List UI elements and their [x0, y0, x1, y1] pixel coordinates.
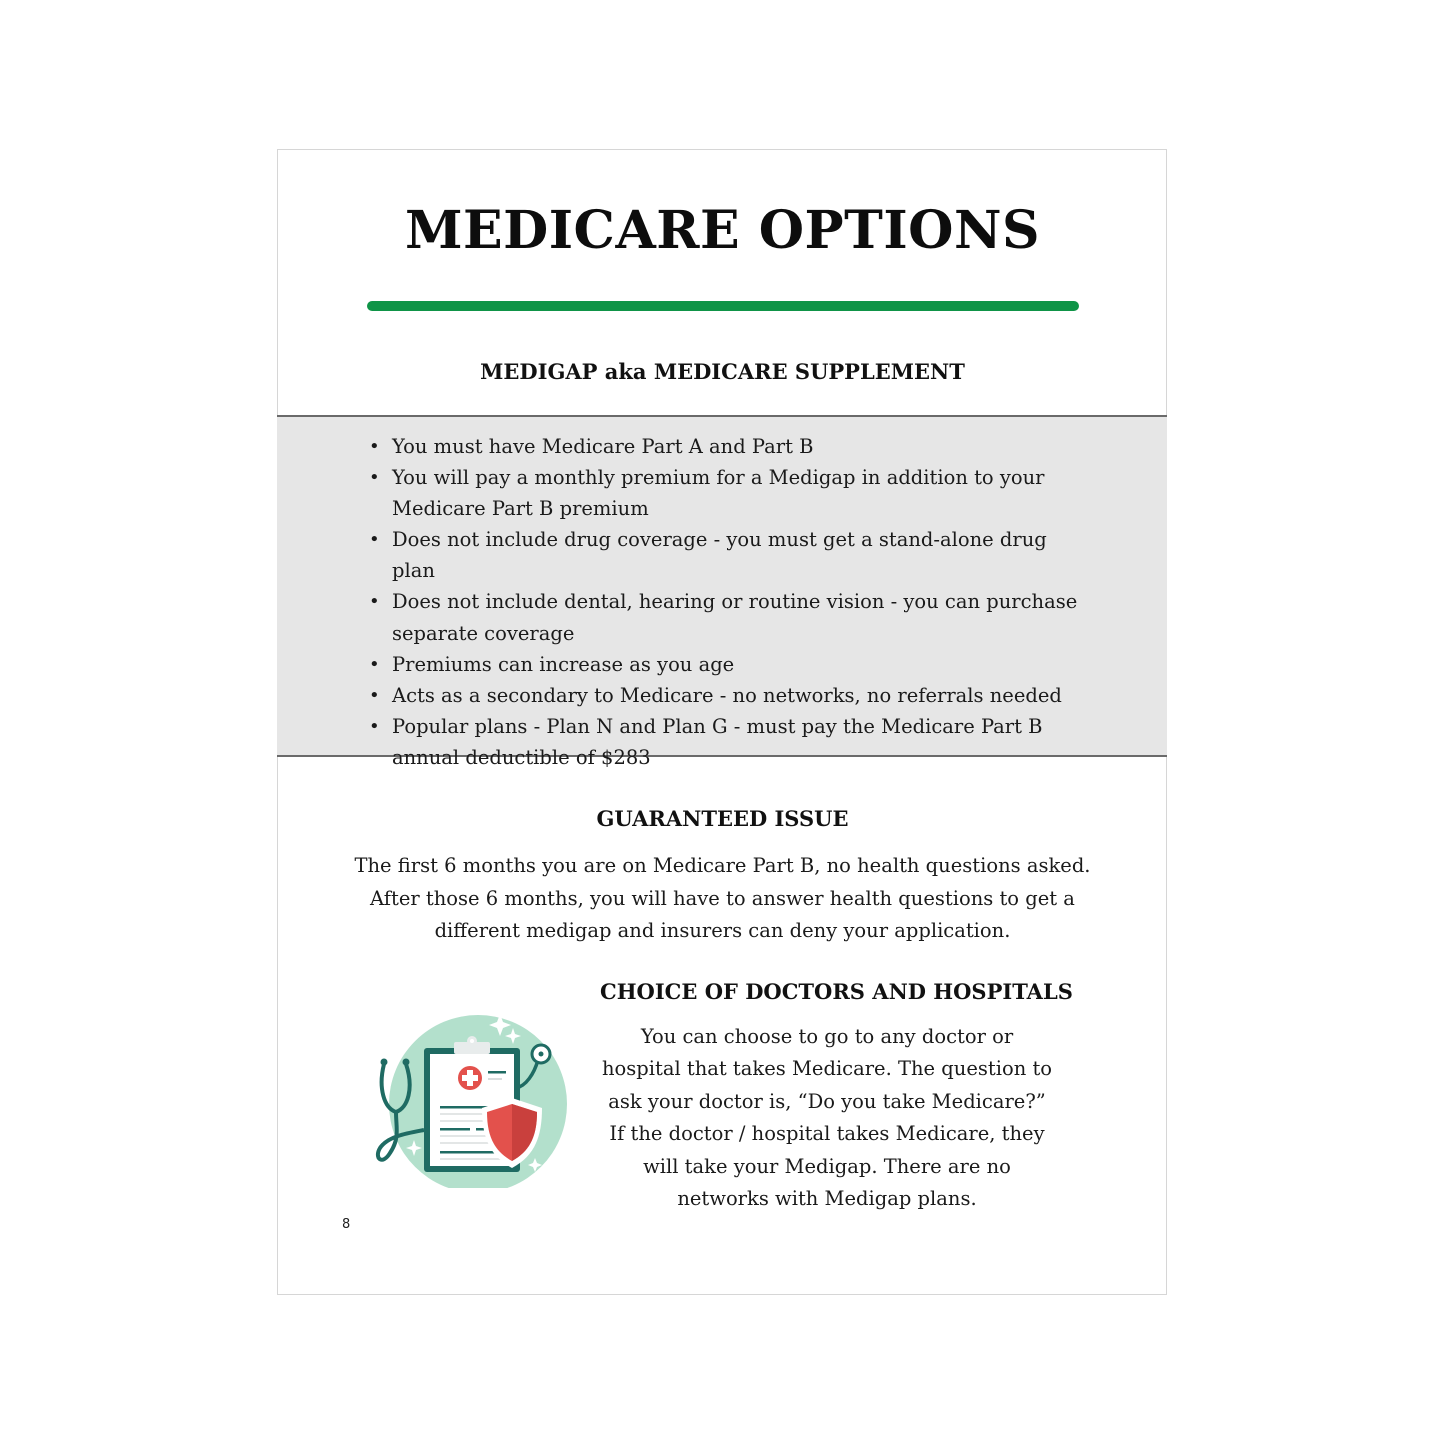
page-title: MEDICARE OPTIONS	[404, 200, 1041, 261]
bullet-icon: •	[369, 715, 380, 737]
bullet-icon: •	[369, 467, 380, 489]
medical-clipboard-stethoscope-shield-icon	[366, 1008, 571, 1188]
bullet-icon: •	[369, 436, 380, 457]
list-item: • Does not include drug coverage - you must get a stand-alone drug plan	[366, 524, 1086, 586]
guaranteed-issue-heading: GUARANTEED ISSUE	[596, 806, 849, 831]
title-divider	[367, 301, 1079, 311]
list-item: • You will pay a monthly premium for a Medigap in addition to your Medicare Part B premium	[366, 462, 1086, 524]
choice-of-doctors-text: You can choose to go to any doctor or hospital that takes Medicare. The question to ask your doctor is, “Do you take Medicare?” If the doctor / hospital takes Medicare, they will take your Medigap. There are no networks with Medigap plans.	[601, 1025, 1053, 1211]
list-item: • You must have Medicare Part A and Part B	[366, 431, 1086, 462]
bullet-icon: •	[369, 653, 380, 675]
bullet-icon: •	[369, 529, 380, 551]
medigap-facts-list	[366, 431, 1086, 773]
guaranteed-issue-text: The first 6 months you are on Medicare Part B, no health questions asked. After those 6 months, you will have to answer health questions to get a different medigap and insurers can deny your application.	[354, 854, 1091, 942]
bullet-icon: •	[369, 591, 380, 613]
list-item: • Popular plans - Plan N and Plan G - must pay the Medicare Part B annual deductible of $283	[366, 711, 1086, 773]
list-item: • Acts as a secondary to Medicare - no networks, no referrals needed	[366, 680, 1086, 711]
list-item: • Does not include dental, hearing or routine vision - you can purchase separate coverage	[366, 586, 1086, 648]
section-subtitle: MEDIGAP aka MEDICARE SUPPLEMENT	[480, 359, 965, 384]
page-number: 8	[342, 1217, 351, 1232]
choice-of-doctors-heading: CHOICE OF DOCTORS AND HOSPITALS	[600, 979, 1073, 1004]
list-item: • Premiums can increase as you age	[366, 649, 1086, 680]
bullet-icon: •	[369, 684, 380, 706]
